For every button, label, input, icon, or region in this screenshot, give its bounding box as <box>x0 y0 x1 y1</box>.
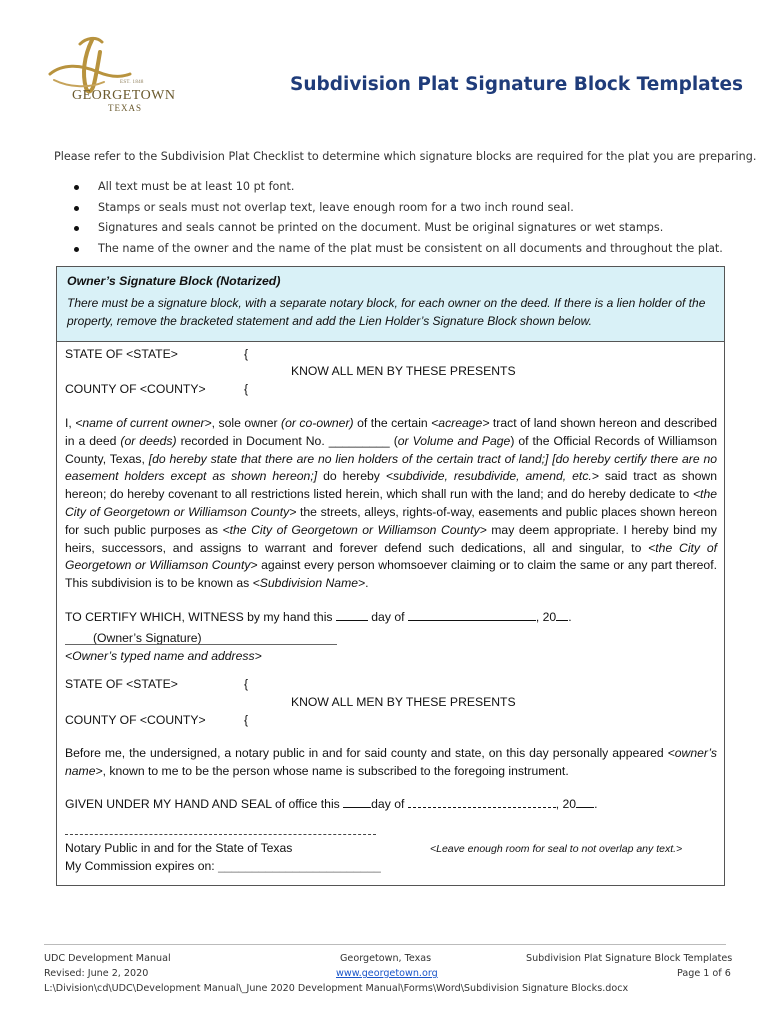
logo-est-text: EST. 1848 <box>120 80 144 85</box>
dedication-paragraph: I, <name of current owner>, sole owner (or co-owner) of the certain <acreage> tract of land shown hereon and described in a deed (or deeds) recorded in Document No. _________ (or Volume and Page) of the Official Records of Williamson County, Texas, [do hereby state that there are no lien holders of the certain tract of land;] [do hereby certify there are no easement holders except as shown hereon;] do hereby <subdivide, resubdivide, amend, etc.> said tract as shown hereon; do hereby covenant to all restrictions listed herein, which shall run with the land; and do hereby dedicate to <the City of Georgetown or Williamson County> the streets, alleys, rights-of-way, easements and public places shown hereon for such public purposes as <the City of Georgetown or Williamson County> may deem appropriate. I hereby bind my heirs, successors, and assigns to warrant and forever defend such dedications, all and singular, to <the City of Georgetown or Williamson County> against every person whomsoever claiming or to claim the same or any part thereof. This subdivision is to be known as <Subdivision Name>. <box>65 416 718 591</box>
footer-divider <box>44 944 726 945</box>
footer-page-number: Page 1 of 6 <box>677 968 731 979</box>
owner-typed-name: <Owner’s typed name and address> <box>65 649 262 663</box>
page-title: Subdivision Plat Signature Block Templates <box>290 74 744 95</box>
brace: { <box>244 677 249 691</box>
seal-note: <Leave enough room for seal to not overlap any text.> <box>430 843 683 855</box>
owner-signature-block <box>56 266 725 886</box>
certify-line: TO CERTIFY WHICH, WITNESS by my hand this day of , 20 . <box>65 610 572 624</box>
brace: { <box>244 347 249 361</box>
notary-signature-line <box>65 834 376 835</box>
bullet-icon <box>74 226 79 231</box>
logo-name: GEORGETOWN <box>72 88 176 103</box>
know-all-men: KNOW ALL MEN BY THESE PRESENTS <box>291 695 516 709</box>
bullet-icon <box>74 247 79 252</box>
owner-signature-label: (Owner’s Signature) <box>93 631 202 645</box>
bullet-icon <box>74 185 79 190</box>
footer-doc-title: Subdivision Plat Signature Block Templates <box>526 953 733 964</box>
brace: { <box>244 382 249 396</box>
requirements-list <box>74 177 723 259</box>
list-item: Stamps or seals must not overlap text, leave enough room for a two inch round seal. <box>74 198 723 219</box>
footer-revised: Revised: June 2, 2020 <box>44 968 149 979</box>
given-line: GIVEN UNDER MY HAND AND SEAL of office this day of , 20 . <box>65 797 598 811</box>
state-label: STATE OF <STATE> <box>65 347 178 361</box>
notary-paragraph: Before me, the undersigned, a notary public in and for said county and state, on this day personally appeared <owner’s name>, known to me to be the person whose name is subscribed to the foregoing instrument. <box>65 746 718 778</box>
know-all-men: KNOW ALL MEN BY THESE PRESENTS <box>291 364 516 378</box>
list-item: Signatures and seals cannot be printed on the document. Must be original signatures or wet stamps. <box>74 218 723 239</box>
block-header <box>57 267 724 342</box>
county-label: COUNTY OF <COUNTY> <box>65 382 206 396</box>
intro-text: Please refer to the Subdivision Plat Checklist to determine which signature blocks are required for the plat you are preparing. <box>54 150 757 163</box>
commission-line: My Commission expires on: ________________________ <box>65 859 381 873</box>
signature-line <box>65 644 337 645</box>
footer-website-link[interactable]: www.georgetown.org <box>336 968 438 979</box>
footer-city: Georgetown, Texas <box>340 953 432 964</box>
block-description: There must be a signature block, with a separate notary block, for each owner on the deed. If there is a lien holder of the property, remove the bracketed statement and add the Lien Holder’s Signature Block shown below. <box>67 296 706 328</box>
footer-manual: UDC Development Manual <box>44 953 171 964</box>
county-label: COUNTY OF <COUNTY> <box>65 713 206 727</box>
bullet-icon <box>74 206 79 211</box>
list-item: The name of the owner and the name of the plat must be consistent on all documents and throughout the plat. <box>74 239 723 260</box>
notary-public-label: Notary Public in and for the State of Texas <box>65 841 293 855</box>
state-label: STATE OF <STATE> <box>65 677 178 691</box>
block-title: Owner’s Signature Block (Notarized) <box>67 274 281 288</box>
brace: { <box>244 713 249 727</box>
list-item: All text must be at least 10 pt font. <box>74 177 723 198</box>
footer-file-path: L:\Division\cd\UDC\Development Manual\_June 2020 Development Manual\Forms\Word\Subdivision Signature Blocks.docx <box>44 983 629 994</box>
logo-state: TEXAS <box>108 103 142 113</box>
